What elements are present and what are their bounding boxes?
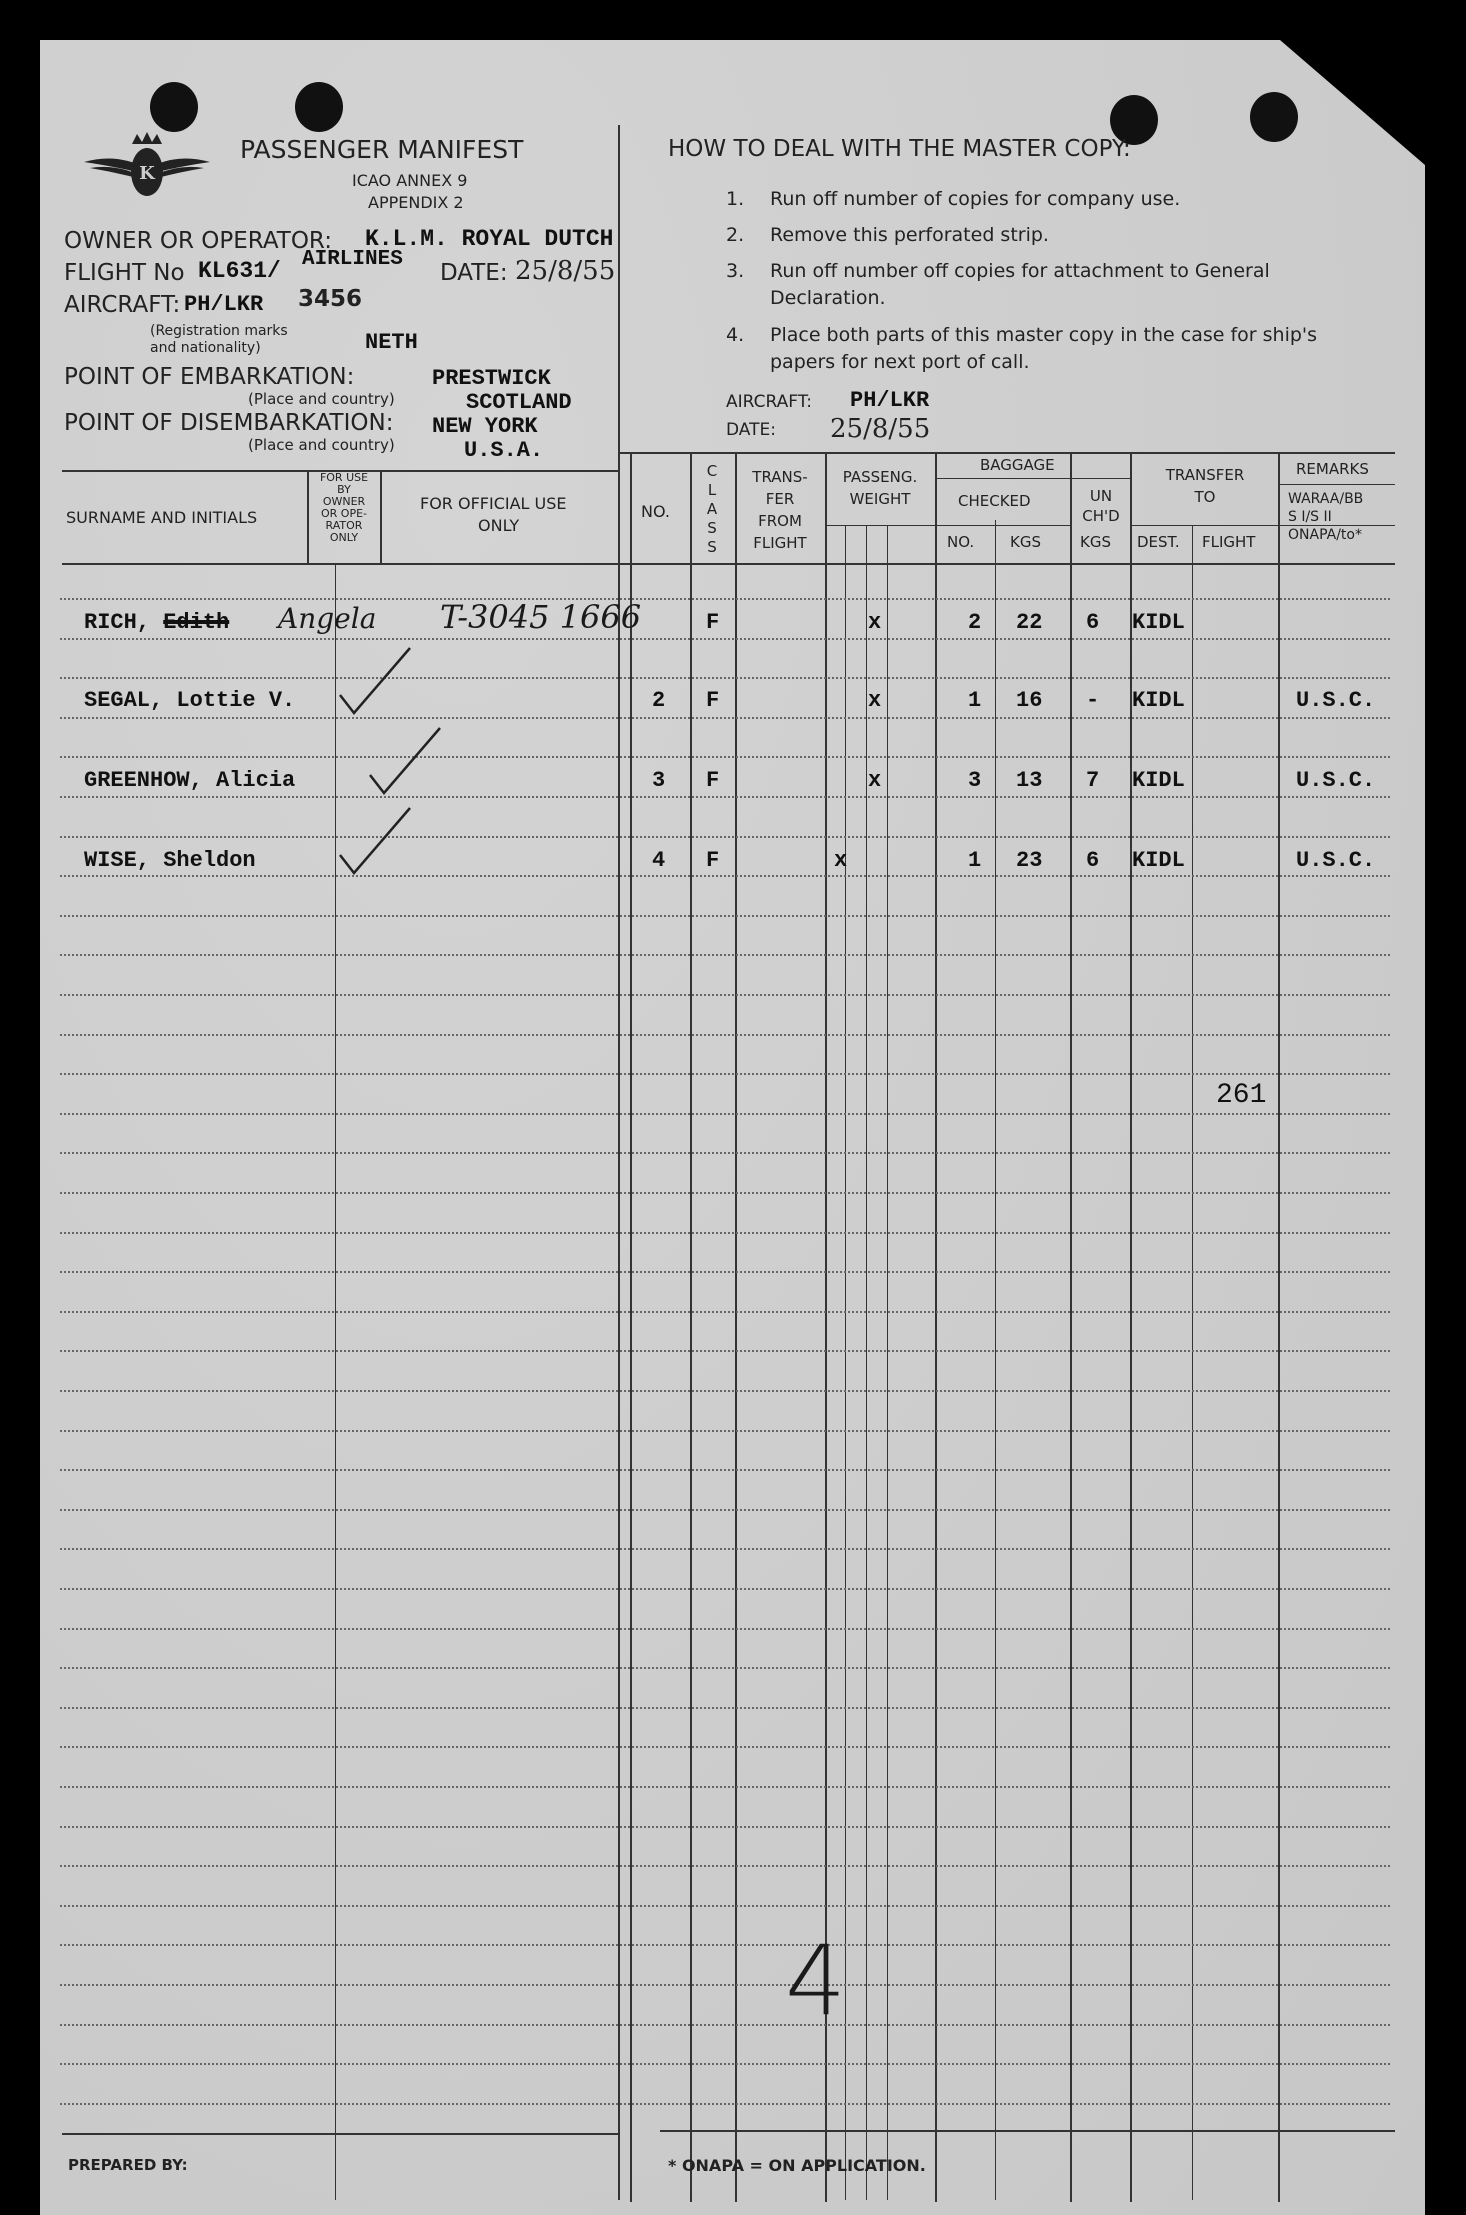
cell-bag-no: 1 xyxy=(968,688,982,713)
cell-unchd: - xyxy=(1086,688,1100,713)
cell-name: WISE, Sheldon xyxy=(84,848,256,873)
klm-crown-logo xyxy=(82,132,212,202)
punch-hole-icon xyxy=(150,82,198,132)
ruled-line xyxy=(60,1707,1390,1709)
ruled-line xyxy=(60,1746,1390,1748)
col-bag-no: NO. xyxy=(947,533,975,551)
cell-cls: F xyxy=(706,768,720,793)
ruled-line xyxy=(60,1430,1390,1432)
reg-note-1: (Registration marks xyxy=(150,323,288,339)
weight-rule xyxy=(825,525,935,526)
ruled-line xyxy=(60,1311,1390,1313)
ruled-line xyxy=(60,1944,1390,1946)
ruled-line xyxy=(60,1984,1390,1986)
col-kgs: KGS xyxy=(1010,533,1041,551)
instruction-text: Run off number off copies for attachment to General xyxy=(770,260,1270,282)
col-divider xyxy=(1278,452,1280,2202)
ruled-line xyxy=(60,1113,1390,1115)
ruled-line xyxy=(60,638,1390,640)
col-unchd: UN CH'D xyxy=(1082,487,1120,525)
col-divider xyxy=(1192,525,1193,2200)
ruled-line xyxy=(60,796,1390,798)
cell-unchd: 6 xyxy=(1086,848,1100,873)
instruction-text: Run off number of copies for company use. xyxy=(770,188,1181,210)
ruled-line xyxy=(60,1232,1390,1234)
footer-rule-right xyxy=(660,2130,1395,2132)
date-label: DATE: xyxy=(440,260,508,286)
ruled-line xyxy=(60,677,1390,679)
cell-bag-no: 2 xyxy=(968,610,982,635)
ruled-line xyxy=(60,1469,1390,1471)
embark-note: (Place and country) xyxy=(248,390,395,408)
col-divider xyxy=(995,520,996,2200)
footer-rule-left xyxy=(62,2133,618,2135)
handwritten-name: Angela xyxy=(278,602,377,635)
cell-weight: x xyxy=(834,848,848,873)
ruled-line xyxy=(60,954,1390,956)
instruction-text: Remove this perforated strip. xyxy=(770,224,1049,246)
stamp-number: 261 xyxy=(1216,1080,1267,1111)
col-class: C L A S S xyxy=(706,462,718,556)
aircraft-number: 3456 xyxy=(298,286,363,312)
punch-hole-icon xyxy=(295,82,343,132)
col-divider xyxy=(866,525,867,2200)
ruled-line xyxy=(60,1786,1390,1788)
copy-aircraft-label: AIRCRAFT: xyxy=(726,392,812,412)
ruled-line xyxy=(60,994,1390,996)
punch-hole-icon xyxy=(1250,92,1298,142)
ruled-line xyxy=(60,1865,1390,1867)
cell-name: GREENHOW, Alicia xyxy=(84,768,296,793)
col-dest: DEST. xyxy=(1137,533,1180,551)
disembark-value-1: NEW YORK xyxy=(432,414,538,439)
aircraft-value: PH/LKR xyxy=(184,292,264,317)
copy-date-label: DATE: xyxy=(726,420,776,440)
instruction-text: Place both parts of this master copy in the case for ship's xyxy=(770,324,1318,346)
col-checked: CHECKED xyxy=(958,492,1031,510)
owner-value: K.L.M. ROYAL DUTCH xyxy=(365,226,614,252)
owner-label: OWNER OR OPERATOR: xyxy=(64,228,332,254)
cell-kgs: 22 xyxy=(1016,610,1043,635)
cell-weight: x xyxy=(868,610,882,635)
handwritten-count: 4 xyxy=(785,1925,847,2037)
col-divider xyxy=(1070,452,1072,2202)
embark-value-2: SCOTLAND xyxy=(466,390,572,415)
baggage-rule xyxy=(935,478,1130,479)
instruction-num: 3. xyxy=(726,260,745,282)
ruled-line xyxy=(60,1350,1390,1352)
cell-dest: KIDL xyxy=(1132,688,1185,713)
instruction-num: 4. xyxy=(726,324,745,346)
ruled-line xyxy=(60,915,1390,917)
col-divider xyxy=(935,452,937,2202)
col-flight: FLIGHT xyxy=(1202,533,1256,551)
onapa-note: * ONAPA = ON APPLICATION. xyxy=(668,2156,926,2175)
cell-cls: F xyxy=(706,610,720,635)
ruled-line xyxy=(60,1826,1390,1828)
column-header-rule xyxy=(62,563,1395,565)
disembark-label: POINT OF DISEMBARKATION: xyxy=(64,410,394,436)
flight-value: KL631/ xyxy=(198,258,281,284)
ruled-line xyxy=(60,2024,1390,2026)
cell-no: 4 xyxy=(652,848,666,873)
cell-remarks: U.S.C. xyxy=(1296,688,1376,713)
cell-name: SEGAL, Lottie V. xyxy=(84,688,296,713)
col-transfer-from: TRANS- FER FROM FLIGHT xyxy=(752,468,808,552)
col-baggage: BAGGAGE xyxy=(980,456,1055,474)
nationality-value: NETH xyxy=(365,330,418,355)
copy-date-value: 25/8/55 xyxy=(830,414,931,444)
col-divider xyxy=(630,452,632,2202)
reg-note-2: and nationality) xyxy=(150,340,261,356)
copy-aircraft-value: PH/LKR xyxy=(850,388,930,413)
col-surname: SURNAME AND INITIALS xyxy=(66,508,258,527)
cell-bag-no: 1 xyxy=(968,848,982,873)
check-mark-icon xyxy=(330,633,430,723)
cell-remarks: U.S.C. xyxy=(1296,848,1376,873)
flight-label: FLIGHT No xyxy=(64,260,185,286)
instruction-num: 2. xyxy=(726,224,745,246)
cell-kgs: 16 xyxy=(1016,688,1043,713)
transfer-rule xyxy=(1130,525,1278,526)
cell-dest: KIDL xyxy=(1132,610,1185,635)
cell-weight: x xyxy=(868,768,882,793)
col-transfer-to: TRANSFER TO xyxy=(1165,466,1245,506)
cell-weight: x xyxy=(868,688,882,713)
ruled-line xyxy=(60,1588,1390,1590)
col-official: FOR OFFICIAL USE xyxy=(420,494,567,513)
checked-rule xyxy=(935,525,1070,526)
embark-value-1: PRESTWICK xyxy=(432,366,551,391)
cell-no: 2 xyxy=(652,688,666,713)
cell-cls: F xyxy=(706,848,720,873)
col-passeng-weight: PASSENG. WEIGHT xyxy=(842,468,918,508)
col-for-use: FOR USE BY OWNER OR OPE- RATOR ONLY xyxy=(319,471,369,544)
ruled-line xyxy=(60,1628,1390,1630)
ruled-line xyxy=(60,1667,1390,1669)
cell-bag-no: 3 xyxy=(968,768,982,793)
ruled-line xyxy=(60,1905,1390,1907)
check-mark-icon xyxy=(360,713,460,803)
ruled-line xyxy=(60,2103,1390,2105)
check-mark-icon xyxy=(330,793,430,883)
owner-value-2: AIRLINES xyxy=(302,248,403,271)
ruled-line xyxy=(60,1271,1390,1273)
ruled-line xyxy=(60,1192,1390,1194)
cell-kgs: 23 xyxy=(1016,848,1043,873)
cell-unchd: 6 xyxy=(1086,610,1100,635)
col-remarks: REMARKS xyxy=(1296,460,1369,478)
svg-text:K: K xyxy=(139,163,155,184)
ruled-line xyxy=(60,1548,1390,1550)
ruled-line xyxy=(60,598,1390,600)
remarks-rule xyxy=(1278,484,1395,485)
cell-dest: KIDL xyxy=(1132,848,1185,873)
col-divider xyxy=(380,470,382,565)
prepared-by-label: PREPARED BY: xyxy=(68,2156,188,2174)
col-divider xyxy=(735,452,737,2202)
center-divider xyxy=(618,125,620,2200)
ruled-line xyxy=(60,2063,1390,2065)
ruled-line xyxy=(60,1152,1390,1154)
instructions-title: HOW TO DEAL WITH THE MASTER COPY: xyxy=(668,136,1131,162)
ruled-line xyxy=(60,1073,1390,1075)
ruled-line xyxy=(60,1509,1390,1511)
annex-label: ICAO ANNEX 9 xyxy=(352,171,468,190)
struck-name: Edith xyxy=(163,610,230,635)
col-divider xyxy=(1130,452,1132,2202)
ruled-line xyxy=(60,717,1390,719)
ruled-line xyxy=(60,836,1390,838)
instruction-text-cont: Declaration. xyxy=(770,287,886,309)
ruled-line xyxy=(60,875,1390,877)
ruled-line xyxy=(60,1390,1390,1392)
disembark-note: (Place and country) xyxy=(248,436,395,454)
col-divider xyxy=(690,452,692,2202)
cell-no: 3 xyxy=(652,768,666,793)
cell-unchd: 7 xyxy=(1086,768,1100,793)
manifest-title: PASSENGER MANIFEST xyxy=(240,135,524,164)
cell-kgs: 13 xyxy=(1016,768,1043,793)
instruction-text-cont: papers for next port of call. xyxy=(770,351,1030,373)
aircraft-label: AIRCRAFT: xyxy=(64,292,181,318)
cell-dest: KIDL xyxy=(1132,768,1185,793)
cell-cls: F xyxy=(706,688,720,713)
appendix-label: APPENDIX 2 xyxy=(368,193,464,212)
col-no: NO. xyxy=(641,502,670,521)
col-unchd-kgs: KGS xyxy=(1080,533,1111,551)
cell-name: RICH, Edith xyxy=(84,610,230,635)
col-remarks-sub: WARAA/BB S I/S II ONAPA/to* xyxy=(1288,491,1364,543)
cell-remarks: U.S.C. xyxy=(1296,768,1376,793)
clipped-corner xyxy=(1280,40,1425,165)
disembark-value-2: U.S.A. xyxy=(464,438,544,463)
handwritten-official-number: T-3045 1666 xyxy=(440,598,642,636)
col-official-2: ONLY xyxy=(478,516,520,535)
embark-label: POINT OF EMBARKATION: xyxy=(64,364,355,390)
ruled-line xyxy=(60,1034,1390,1036)
ruled-line xyxy=(60,756,1390,758)
col-divider xyxy=(887,525,888,2200)
instruction-num: 1. xyxy=(726,188,745,210)
date-value: 25/8/55 xyxy=(515,256,616,286)
